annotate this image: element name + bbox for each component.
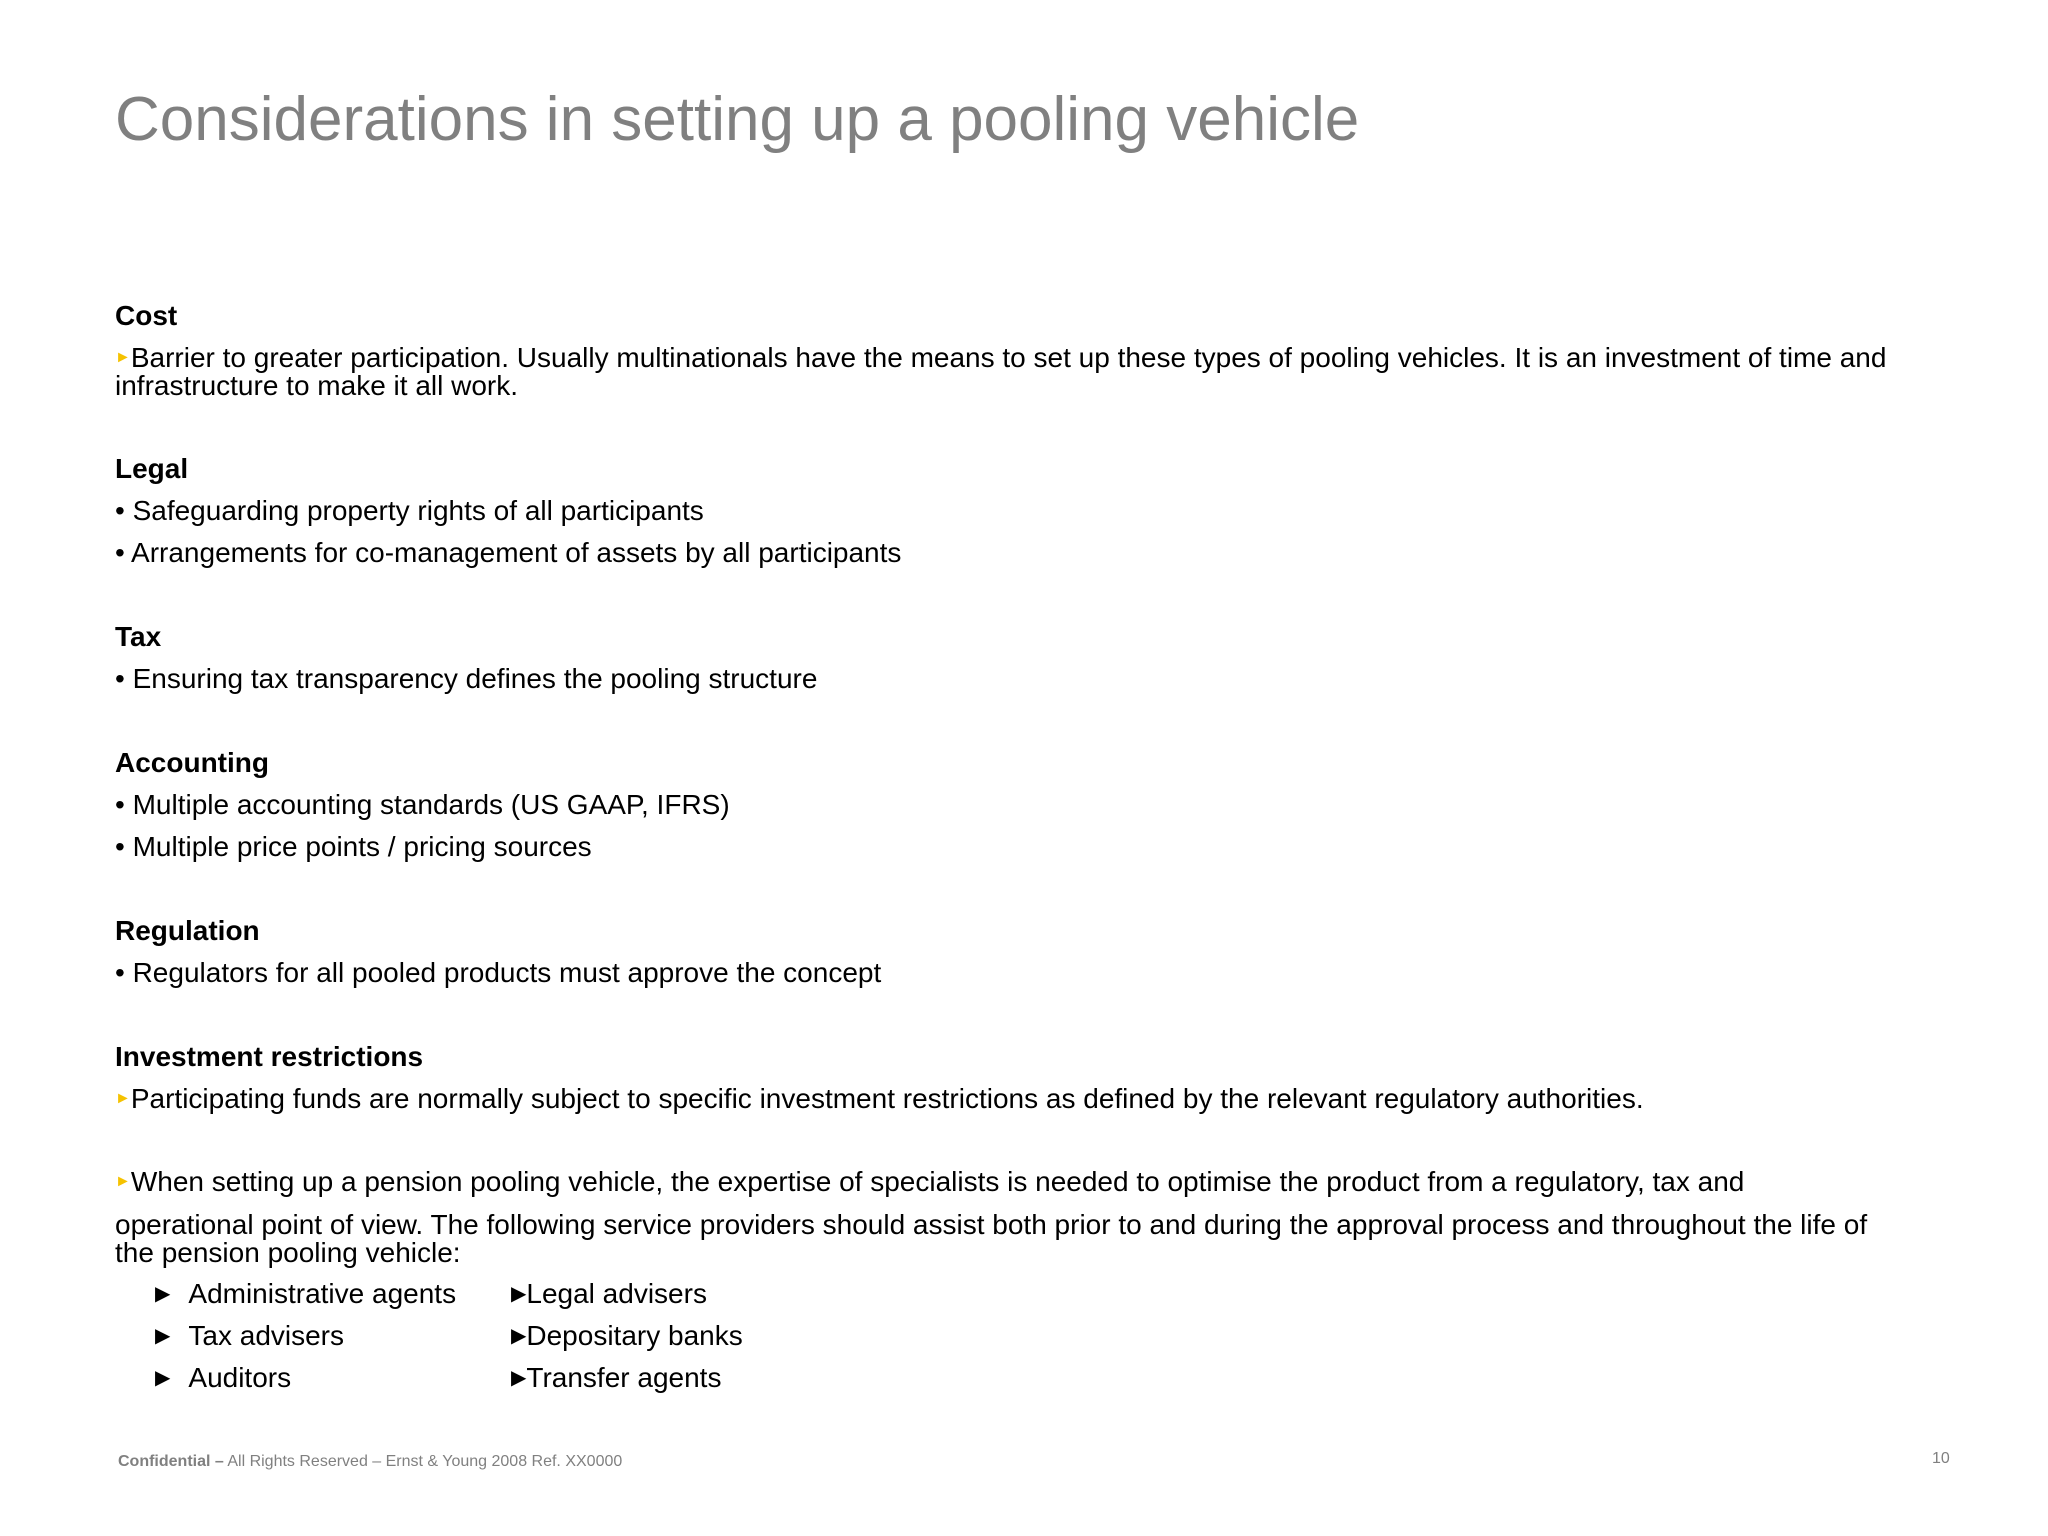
legal-heading: Legal xyxy=(115,453,189,484)
provider-item: ▶Legal advisers xyxy=(511,1278,707,1309)
legal-item: • Arrangements for co-management of assets by all participants xyxy=(115,537,902,568)
regulation-heading: Regulation xyxy=(115,915,260,946)
cost-text-line1: ►Barrier to greater participation. Usually multinationals have the means to set up these types of pooling vehicles. It is an investment of time and xyxy=(115,342,1887,373)
providers-intro-line2: operational point of view. The following service providers should assist both prior to and during the approval process and throughout the life of xyxy=(115,1209,1868,1240)
regulation-item: • Regulators for all pooled products must approve the concept xyxy=(115,957,882,988)
yellow-bullet-icon: ► xyxy=(115,1173,131,1190)
slide-title: Considerations in setting up a pooling vehicle xyxy=(115,85,1360,154)
accounting-heading: Accounting xyxy=(115,747,269,778)
black-triangle-icon: ▶ xyxy=(511,1367,527,1389)
legal-item: • Safeguarding property rights of all participants xyxy=(115,495,704,526)
investment-heading: Investment restrictions xyxy=(115,1041,424,1072)
providers-intro-line3: the pension pooling vehicle: xyxy=(115,1237,461,1268)
providers-intro-line1: ►When setting up a pension pooling vehicle, the expertise of specialists is needed to optimise the product from a regulatory, tax and xyxy=(115,1166,1745,1197)
cost-text-line2: infrastructure to make it all work. xyxy=(115,370,519,401)
black-triangle-icon: ▶ xyxy=(155,1283,171,1305)
provider-item: ▶ Auditors xyxy=(155,1362,292,1393)
tax-heading: Tax xyxy=(115,621,162,652)
accounting-item: • Multiple price points / pricing sources xyxy=(115,831,592,862)
black-triangle-icon: ▶ xyxy=(155,1367,171,1389)
provider-item: ▶Depositary banks xyxy=(511,1320,743,1351)
page-number: 10 xyxy=(1932,1450,1950,1467)
cost-heading: Cost xyxy=(115,300,178,331)
provider-item: ▶ Tax advisers xyxy=(155,1320,345,1351)
provider-item: ▶Transfer agents xyxy=(511,1362,722,1393)
yellow-bullet-icon: ► xyxy=(115,349,131,366)
black-triangle-icon: ▶ xyxy=(155,1325,171,1347)
provider-item: ▶ Administrative agents xyxy=(155,1278,457,1309)
accounting-item: • Multiple accounting standards (US GAAP, IFRS) xyxy=(115,789,730,820)
footer-confidential: Confidential – All Rights Reserved – Ernst & Young 2008 Ref. XX0000 xyxy=(118,1453,623,1470)
tax-item: • Ensuring tax transparency defines the pooling structure xyxy=(115,663,818,694)
black-triangle-icon: ▶ xyxy=(511,1283,527,1305)
yellow-bullet-icon: ► xyxy=(115,1090,131,1107)
black-triangle-icon: ▶ xyxy=(511,1325,527,1347)
investment-text: ►Participating funds are normally subject to specific investment restrictions as defined by the relevant regulatory authorities. xyxy=(115,1083,1644,1114)
